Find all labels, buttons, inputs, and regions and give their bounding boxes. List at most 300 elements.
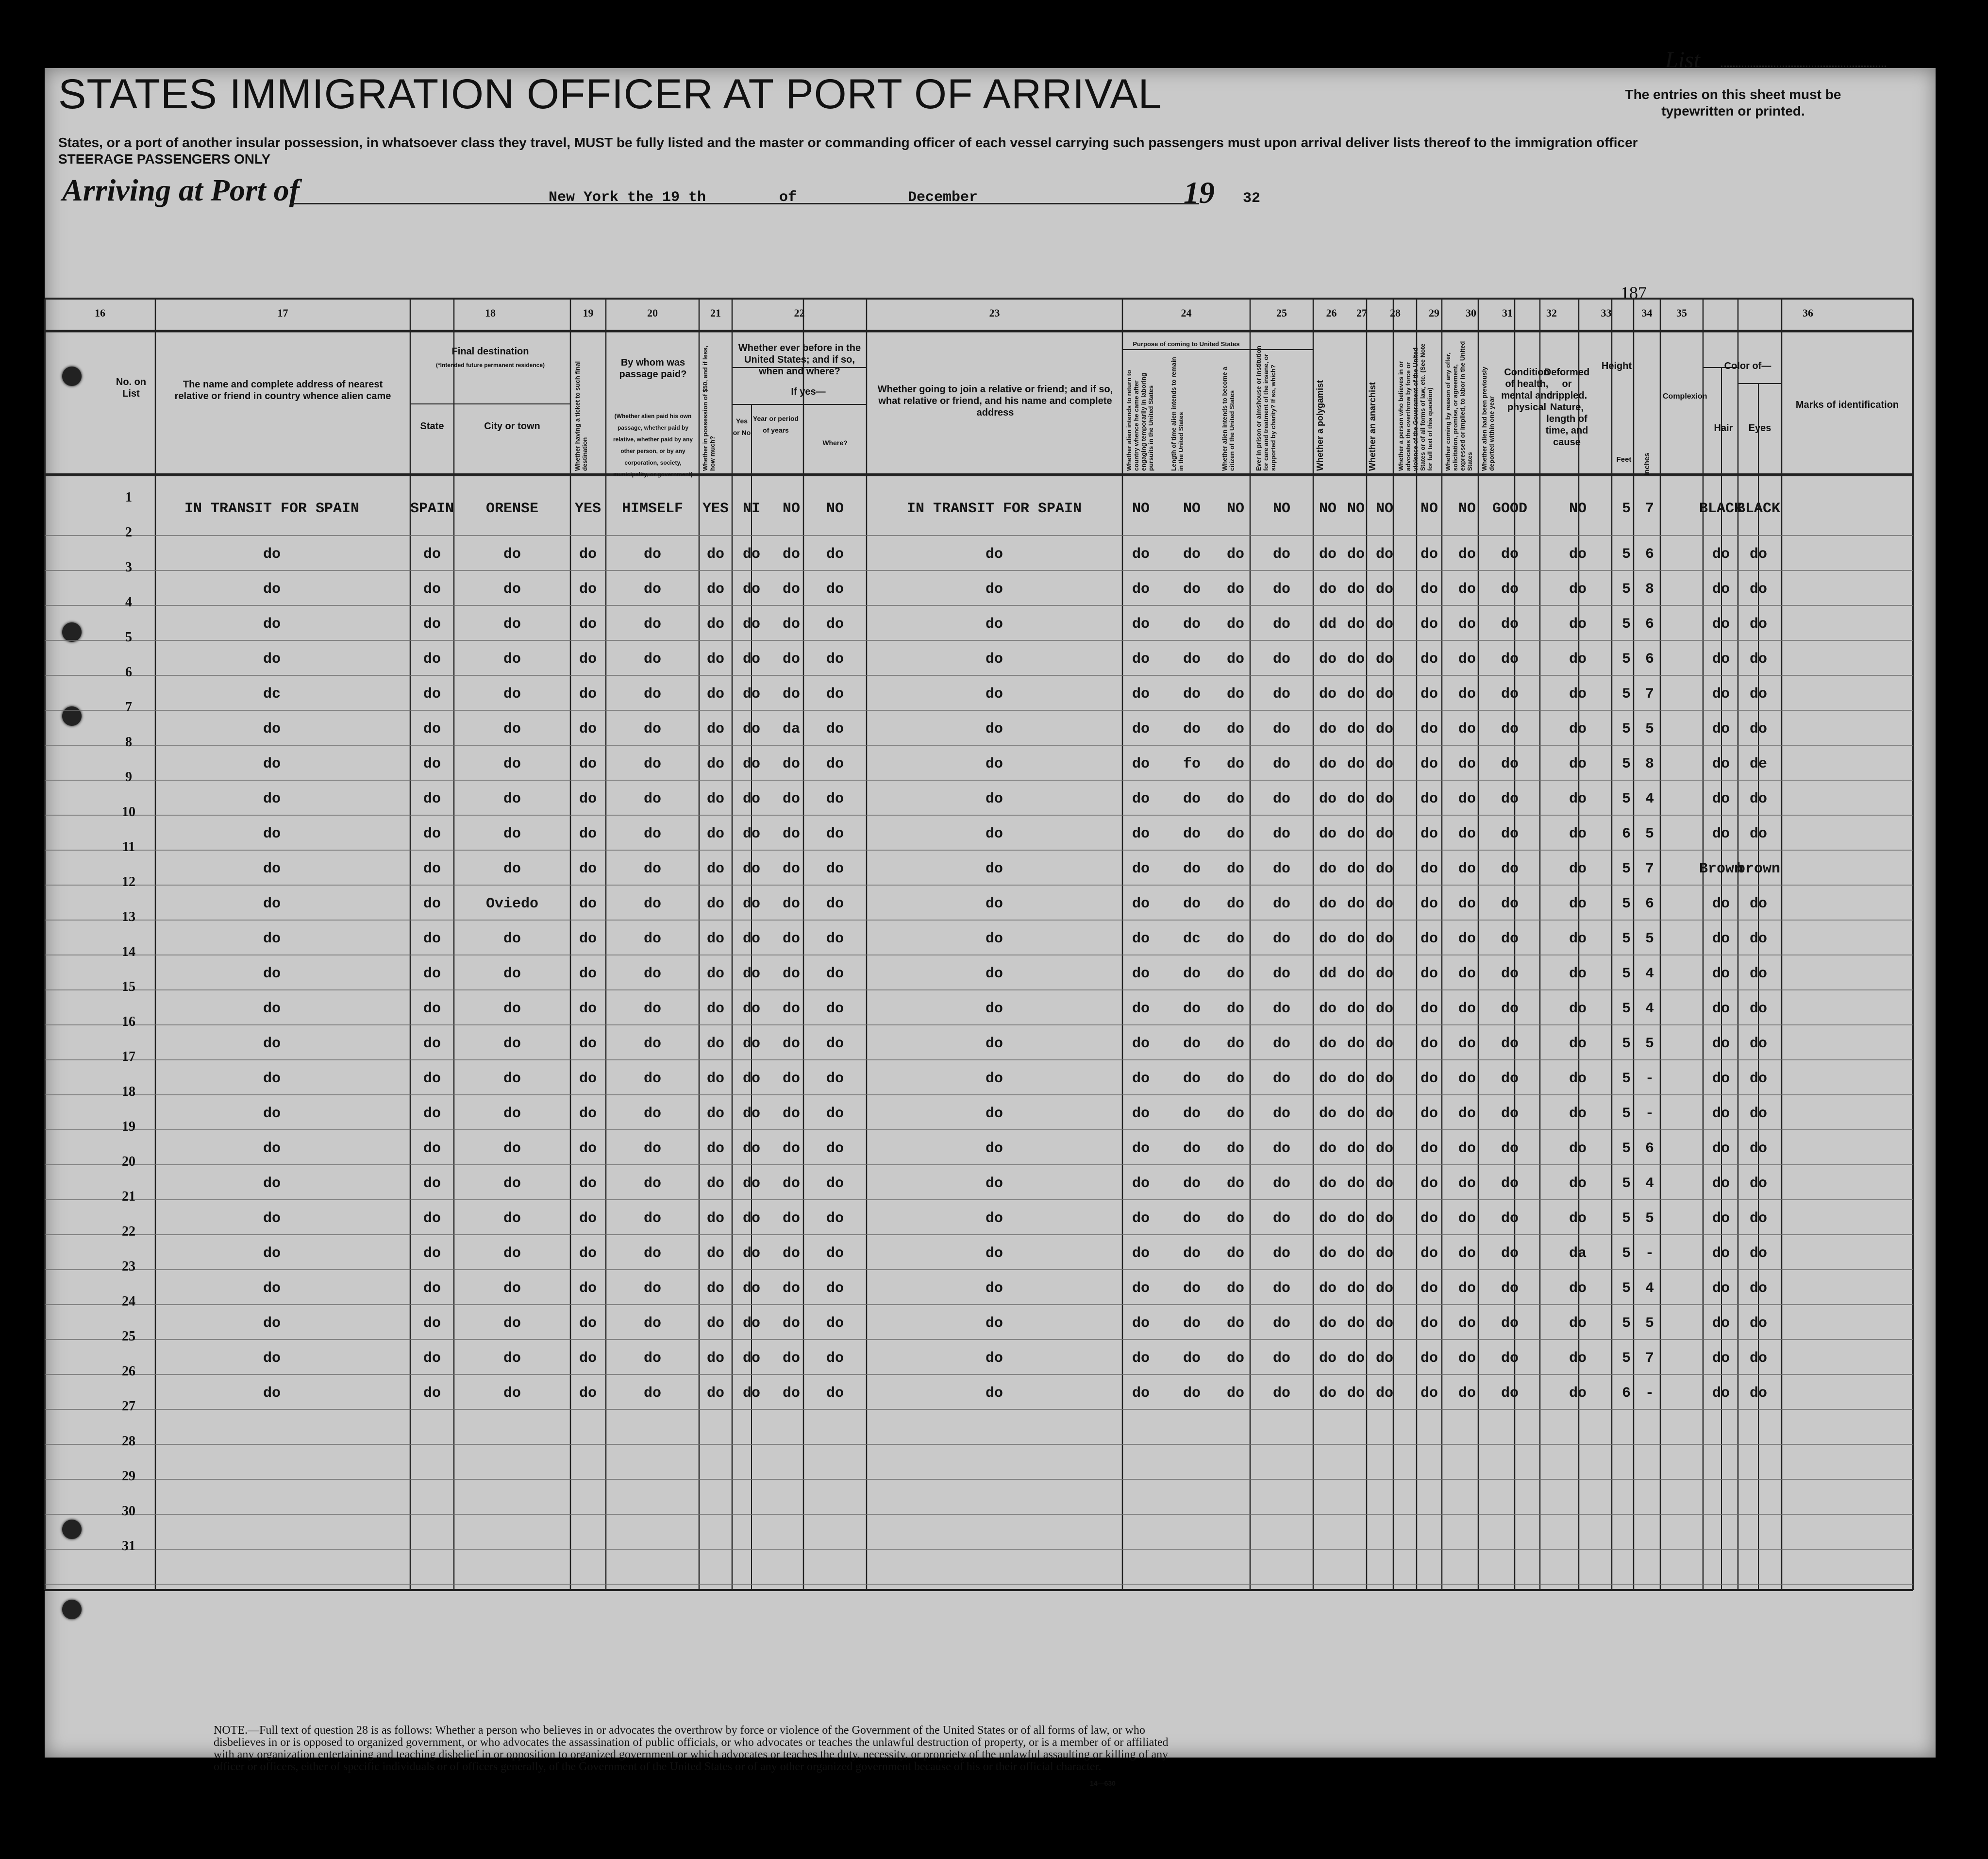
cell-eyes: do xyxy=(1749,791,1768,807)
cell-polygamist: do xyxy=(1319,721,1337,737)
col-number-24: 24 xyxy=(1181,307,1192,319)
cell-citizen-intent: do xyxy=(1226,1385,1245,1402)
cell-prison: do xyxy=(1272,1280,1291,1297)
cell-prison: do xyxy=(1272,616,1291,633)
cell-hair: do xyxy=(1712,1280,1730,1297)
cell-been-before: NI xyxy=(742,501,761,517)
cell-city: do xyxy=(503,861,521,877)
cell-where: do xyxy=(826,931,844,947)
cell-state: do xyxy=(423,791,441,807)
cell-length-stay: do xyxy=(1183,721,1201,737)
header-eyes: Eyes xyxy=(1748,423,1771,434)
cell-overthrow: do xyxy=(1375,931,1394,947)
cell-fifty-dollars: do xyxy=(706,1385,725,1402)
cell-overthrow: do xyxy=(1375,686,1394,703)
cell-inches: 5 xyxy=(1645,1036,1654,1052)
cell-deformed: do xyxy=(1569,931,1587,947)
cell-where: do xyxy=(826,826,844,842)
cell-deported: do xyxy=(1458,861,1476,877)
cell-labor-offer: do xyxy=(1420,651,1438,668)
cell-citizen-intent: do xyxy=(1226,1140,1245,1157)
cell-fifty-dollars: do xyxy=(706,966,725,982)
cell-deformed: do xyxy=(1569,1350,1587,1367)
cell-prison: NO xyxy=(1272,501,1291,517)
cell-prison: do xyxy=(1272,1350,1291,1367)
cell-deformed: do xyxy=(1569,1105,1587,1122)
cell-overthrow: do xyxy=(1375,1105,1394,1122)
cell-health: do xyxy=(1501,1245,1519,1262)
cell-feet: 5 xyxy=(1621,1036,1631,1052)
cell-year: do xyxy=(782,1280,801,1297)
col-number-20: 20 xyxy=(647,307,658,319)
cell-inches: 4 xyxy=(1645,966,1654,982)
cell-prison: do xyxy=(1272,1001,1291,1017)
cell-relative-name: do xyxy=(263,1210,281,1227)
header-color-of: Color of— xyxy=(1724,361,1771,371)
header-health: Condition of health, mental and physical xyxy=(1501,367,1553,413)
cell-eyes: do xyxy=(1749,1140,1768,1157)
cell-labor-offer: do xyxy=(1420,966,1438,982)
cell-inches: - xyxy=(1645,1245,1654,1262)
cell-polygamist: do xyxy=(1319,686,1337,703)
cell-polygamist: do xyxy=(1319,931,1337,947)
cell-return-intent: do xyxy=(1132,896,1150,912)
col-number-25: 25 xyxy=(1276,307,1287,319)
cell-anarchist: do xyxy=(1347,1105,1365,1122)
row-number: 7 xyxy=(125,700,132,715)
cell-length-stay: do xyxy=(1183,1140,1201,1157)
cell-relative-name: dc xyxy=(263,686,281,703)
header-polygamist: Whether a polygamist xyxy=(1315,380,1325,471)
cell-anarchist: do xyxy=(1347,616,1365,633)
row-number: 4 xyxy=(125,595,132,610)
header-marks: Marks of identification xyxy=(1795,400,1899,410)
cell-inches: 4 xyxy=(1645,1175,1654,1192)
cell-fifty-dollars: do xyxy=(706,1175,725,1192)
cell-fifty-dollars: do xyxy=(706,756,725,772)
cell-polygamist: do xyxy=(1319,826,1337,842)
cell-overthrow: do xyxy=(1375,861,1394,877)
cell-deformed: do xyxy=(1569,686,1587,703)
cell-fifty-dollars: do xyxy=(706,826,725,842)
cell-state: do xyxy=(423,826,441,842)
cell-hair: do xyxy=(1712,1001,1730,1017)
cell-been-before: do xyxy=(742,1001,761,1017)
cell-anarchist: do xyxy=(1347,1245,1365,1262)
cell-labor-offer: do xyxy=(1420,861,1438,877)
cell-year: do xyxy=(782,581,801,598)
col-number-35: 35 xyxy=(1676,307,1687,319)
cell-prison: do xyxy=(1272,896,1291,912)
cell-return-intent: do xyxy=(1132,546,1150,563)
cell-ticket: do xyxy=(579,1071,597,1087)
cell-year: do xyxy=(782,1315,801,1332)
cell-been-before: do xyxy=(742,1105,761,1122)
cell-passage-paid: do xyxy=(643,896,662,912)
cell-been-before: do xyxy=(742,581,761,598)
cell-joining: do xyxy=(985,896,1003,912)
cell-labor-offer: do xyxy=(1420,721,1438,737)
cell-deported: do xyxy=(1458,756,1476,772)
cell-polygamist: do xyxy=(1319,651,1337,668)
cell-city: do xyxy=(503,791,521,807)
cell-overthrow: do xyxy=(1375,826,1394,842)
cell-been-before: do xyxy=(742,546,761,563)
cell-overthrow: do xyxy=(1375,756,1394,772)
cell-return-intent: do xyxy=(1132,1175,1150,1192)
col-number-26: 26 xyxy=(1326,307,1337,319)
cell-length-stay: do xyxy=(1183,1210,1201,1227)
sheet-number: 187 xyxy=(1620,283,1647,302)
cell-hair: do xyxy=(1712,826,1730,842)
cell-polygamist: do xyxy=(1319,1210,1337,1227)
cell-been-before: do xyxy=(742,1140,761,1157)
footnote: NOTE.—Full text of question 28 is as follows: Whether a person who believes in or advocates the overthrow by force or violence of the Government of the United States or of all forms of law, or who disbelieves in or is opposed to organized government, or who advocates the assassination of public officials, or who advocates or teaches the unlawful destruction of property, or is a member of or affiliated with any organization entertaining and teaching disbelief in or opposition to organized government or which advocates or teaches the duty, necessity, or propriety of the unlawful assaulting or killing of any officer or officers, either of specific individuals or of officers generally, of the Government of the United States or of any other organized government because of his or their official character. xyxy=(214,1724,1169,1773)
cell-city: do xyxy=(503,966,521,982)
cell-passage-paid: do xyxy=(643,581,662,598)
cell-deformed: do xyxy=(1569,896,1587,912)
cell-state: do xyxy=(423,1071,441,1087)
cell-year: da xyxy=(782,721,801,737)
cell-joining: do xyxy=(985,1105,1003,1122)
cell-prison: do xyxy=(1272,791,1291,807)
cell-hair: Brown xyxy=(1699,861,1743,877)
cell-city: do xyxy=(503,1175,521,1192)
cell-anarchist: NO xyxy=(1347,501,1365,517)
cell-prison: do xyxy=(1272,686,1291,703)
cell-anarchist: do xyxy=(1347,1036,1365,1052)
cell-inches: - xyxy=(1645,1385,1654,1402)
col-number-33: 33 xyxy=(1601,307,1612,319)
cell-prison: do xyxy=(1272,861,1291,877)
row-number: 14 xyxy=(122,944,135,959)
cell-prison: do xyxy=(1272,1175,1291,1192)
cell-where: do xyxy=(826,1105,844,1122)
cell-health: do xyxy=(1501,1036,1519,1052)
cell-feet: 5 xyxy=(1621,686,1631,703)
cell-deported: do xyxy=(1458,1071,1476,1087)
cell-deformed: do xyxy=(1569,1175,1587,1192)
cell-joining: do xyxy=(985,651,1003,668)
cell-city: do xyxy=(503,616,521,633)
row-number: 21 xyxy=(122,1189,135,1204)
cell-labor-offer: do xyxy=(1420,1175,1438,1192)
cell-citizen-intent: do xyxy=(1226,686,1245,703)
cell-citizen-intent: NO xyxy=(1226,501,1245,517)
cell-length-stay: do xyxy=(1183,1245,1201,1262)
cell-health: do xyxy=(1501,791,1519,807)
cell-feet: 5 xyxy=(1621,1350,1631,1367)
cell-overthrow: do xyxy=(1375,1140,1394,1157)
cell-citizen-intent: do xyxy=(1226,1071,1245,1087)
cell-ticket: do xyxy=(579,756,597,772)
col-number-32: 32 xyxy=(1546,307,1557,319)
cell-return-intent: do xyxy=(1132,931,1150,947)
cell-citizen-intent: do xyxy=(1226,546,1245,563)
row-number: 27 xyxy=(122,1399,135,1414)
cell-state: do xyxy=(423,1036,441,1052)
cell-hair: do xyxy=(1712,581,1730,598)
cell-deported: do xyxy=(1458,1280,1476,1297)
cell-citizen-intent: do xyxy=(1226,721,1245,737)
cell-labor-offer: do xyxy=(1420,1385,1438,1402)
form-title: STATES IMMIGRATION OFFICER AT PORT OF ARRIVAL xyxy=(58,71,1162,117)
cell-passage-paid: do xyxy=(643,1245,662,1262)
cell-passage-paid: do xyxy=(643,1385,662,1402)
cell-hair: do xyxy=(1712,1071,1730,1087)
cell-city: do xyxy=(503,931,521,947)
cell-city: do xyxy=(503,1385,521,1402)
cell-fifty-dollars: do xyxy=(706,931,725,947)
cell-fifty-dollars: YES xyxy=(702,501,729,517)
cell-relative-name: do xyxy=(263,1105,281,1122)
cell-year: do xyxy=(782,616,801,633)
cell-fifty-dollars: do xyxy=(706,686,725,703)
cell-ticket: do xyxy=(579,1210,597,1227)
cell-year: do xyxy=(782,791,801,807)
cell-joining: do xyxy=(985,1036,1003,1052)
cell-city: do xyxy=(503,686,521,703)
cell-anarchist: do xyxy=(1347,756,1365,772)
cell-prison: do xyxy=(1272,826,1291,842)
cell-ticket: do xyxy=(579,721,597,737)
cell-overthrow: do xyxy=(1375,721,1394,737)
cell-labor-offer: do xyxy=(1420,546,1438,563)
cell-inches: - xyxy=(1645,1105,1654,1122)
cell-hair: do xyxy=(1712,686,1730,703)
cell-length-stay: do xyxy=(1183,791,1201,807)
cell-feet: 6 xyxy=(1621,1385,1631,1402)
cell-return-intent: do xyxy=(1132,1245,1150,1262)
cell-deported: do xyxy=(1458,686,1476,703)
cell-citizen-intent: do xyxy=(1226,1175,1245,1192)
cell-year: do xyxy=(782,1245,801,1262)
cell-health: do xyxy=(1501,896,1519,912)
header-ever-before-us: Whether ever before in the United States; and if so, when and where? xyxy=(738,343,861,377)
cell-where: do xyxy=(826,861,844,877)
cell-where: do xyxy=(826,1140,844,1157)
cell-return-intent: do xyxy=(1132,1315,1150,1332)
cell-where: do xyxy=(826,581,844,598)
cell-health: do xyxy=(1501,581,1519,598)
cell-relative-name: do xyxy=(263,721,281,737)
cell-eyes: do xyxy=(1749,581,1768,598)
cell-deformed: do xyxy=(1569,1140,1587,1157)
cell-city: do xyxy=(503,1315,521,1332)
cell-joining: do xyxy=(985,546,1003,563)
cell-deported: do xyxy=(1458,1315,1476,1332)
cell-hair: do xyxy=(1712,1140,1730,1157)
cell-deported: do xyxy=(1458,896,1476,912)
cell-been-before: do xyxy=(742,1385,761,1402)
cell-citizen-intent: do xyxy=(1226,1280,1245,1297)
col-number-31: 31 xyxy=(1502,307,1513,319)
cell-labor-offer: NO xyxy=(1420,501,1438,517)
cell-passage-paid: do xyxy=(643,1001,662,1017)
cell-joining: do xyxy=(985,1140,1003,1157)
header-state: State xyxy=(420,421,444,432)
cell-overthrow: NO xyxy=(1375,501,1394,517)
cell-inches: 5 xyxy=(1645,1210,1654,1227)
cell-return-intent: do xyxy=(1132,616,1150,633)
cell-eyes: do xyxy=(1749,826,1768,842)
cell-polygamist: do xyxy=(1319,756,1337,772)
cell-ticket: do xyxy=(579,1280,597,1297)
cell-city: do xyxy=(503,651,521,668)
cell-hair: do xyxy=(1712,966,1730,982)
cell-joining: IN TRANSIT FOR SPAIN xyxy=(906,501,1082,517)
cell-anarchist: do xyxy=(1347,1350,1365,1367)
header-ticket: Whether having a ticket to such final destination xyxy=(574,361,588,471)
header-if-yes: If yes— xyxy=(791,386,826,397)
cell-prison: do xyxy=(1272,721,1291,737)
cell-ticket: do xyxy=(579,1036,597,1052)
cell-eyes: do xyxy=(1749,721,1768,737)
row-number: 19 xyxy=(122,1119,135,1134)
cell-ticket: do xyxy=(579,1350,597,1367)
cell-polygamist: do xyxy=(1319,1071,1337,1087)
cell-anarchist: do xyxy=(1347,1175,1365,1192)
cell-hair: do xyxy=(1712,1245,1730,1262)
cell-deformed: do xyxy=(1569,651,1587,668)
cell-hair: do xyxy=(1712,651,1730,668)
cell-citizen-intent: do xyxy=(1226,1001,1245,1017)
cell-where: do xyxy=(826,1071,844,1087)
row-number: 29 xyxy=(122,1469,135,1484)
cell-relative-name: IN TRANSIT FOR SPAIN xyxy=(184,501,360,517)
cell-hair: do xyxy=(1712,616,1730,633)
col-number-34: 34 xyxy=(1641,307,1653,319)
cell-health: do xyxy=(1501,721,1519,737)
cell-length-stay: do xyxy=(1183,1036,1201,1052)
cell-deformed: do xyxy=(1569,861,1587,877)
header-overthrow: Whether a person who believes in or advocates the overthrow by force or violence of the Government of the United States or of all forms of law, etc. (See Note for full text of this question) xyxy=(1397,343,1434,471)
cell-state: do xyxy=(423,896,441,912)
cell-overthrow: do xyxy=(1375,1245,1394,1262)
row-number: 30 xyxy=(122,1504,135,1519)
cell-citizen-intent: do xyxy=(1226,1315,1245,1332)
cell-joining: do xyxy=(985,756,1003,772)
cell-passage-paid: HIMSELF xyxy=(621,501,684,517)
cell-year: do xyxy=(782,686,801,703)
cell-inches: 7 xyxy=(1645,686,1654,703)
cell-anarchist: do xyxy=(1347,931,1365,947)
cell-labor-offer: do xyxy=(1420,791,1438,807)
cell-anarchist: do xyxy=(1347,581,1365,598)
cell-labor-offer: do xyxy=(1420,616,1438,633)
cell-hair: do xyxy=(1712,896,1730,912)
cell-state: do xyxy=(423,546,441,563)
cell-deformed: do xyxy=(1569,546,1587,563)
cell-length-stay: do xyxy=(1183,651,1201,668)
row-number: 9 xyxy=(125,770,132,785)
cell-joining: do xyxy=(985,1245,1003,1262)
cell-where: do xyxy=(826,1210,844,1227)
cell-length-stay: do xyxy=(1183,826,1201,842)
row-number: 13 xyxy=(122,909,135,924)
cell-relative-name: do xyxy=(263,546,281,563)
cell-passage-paid: do xyxy=(643,546,662,563)
cell-anarchist: do xyxy=(1347,861,1365,877)
cell-citizen-intent: do xyxy=(1226,1210,1245,1227)
cell-ticket: do xyxy=(579,791,597,807)
cell-year: do xyxy=(782,546,801,563)
cell-health: do xyxy=(1501,1105,1519,1122)
cell-hair: do xyxy=(1712,1105,1730,1122)
cell-anarchist: do xyxy=(1347,826,1365,842)
cell-labor-offer: do xyxy=(1420,896,1438,912)
cell-state: do xyxy=(423,1385,441,1402)
header-inches: Inches xyxy=(1643,452,1651,476)
col-number-29: 29 xyxy=(1429,307,1439,319)
cell-length-stay: do xyxy=(1183,966,1201,982)
cell-deported: do xyxy=(1458,1245,1476,1262)
cell-overthrow: do xyxy=(1375,651,1394,668)
cell-feet: 5 xyxy=(1621,1280,1631,1297)
cell-been-before: do xyxy=(742,686,761,703)
cell-joining: do xyxy=(985,1210,1003,1227)
cell-health: do xyxy=(1501,966,1519,982)
cell-deformed: do xyxy=(1569,966,1587,982)
cell-relative-name: do xyxy=(263,1175,281,1192)
cell-overthrow: do xyxy=(1375,1175,1394,1192)
cell-passage-paid: do xyxy=(643,651,662,668)
of-label: of xyxy=(779,189,797,206)
cell-passage-paid: do xyxy=(643,1036,662,1052)
cell-health: do xyxy=(1501,1175,1519,1192)
cell-feet: 5 xyxy=(1621,721,1631,737)
cell-year: do xyxy=(782,1350,801,1367)
cell-labor-offer: do xyxy=(1420,1280,1438,1297)
cell-year: do xyxy=(782,1105,801,1122)
cell-anarchist: do xyxy=(1347,791,1365,807)
cell-polygamist: do xyxy=(1319,1105,1337,1122)
cell-anarchist: do xyxy=(1347,1210,1365,1227)
cell-hair: do xyxy=(1712,756,1730,772)
cell-inches: 6 xyxy=(1645,546,1654,563)
cell-eyes: do xyxy=(1749,1245,1768,1262)
cell-deported: do xyxy=(1458,1385,1476,1402)
row-number: 25 xyxy=(122,1329,135,1344)
header-no-on-list: No. on List xyxy=(116,377,147,399)
cell-citizen-intent: do xyxy=(1226,651,1245,668)
header-final-destination-note: (*Intended future permanent residence) xyxy=(435,362,545,368)
cell-year: do xyxy=(782,756,801,772)
cell-joining: do xyxy=(985,861,1003,877)
cell-joining: do xyxy=(985,1071,1003,1087)
cell-prison: do xyxy=(1272,966,1291,982)
cell-ticket: do xyxy=(579,1385,597,1402)
list-label: List xyxy=(1665,47,1701,73)
cell-state: do xyxy=(423,686,441,703)
cell-feet: 5 xyxy=(1621,651,1631,668)
cell-polygamist: do xyxy=(1319,1385,1337,1402)
cell-been-before: do xyxy=(742,1071,761,1087)
cell-fifty-dollars: do xyxy=(706,1245,725,1262)
cell-deformed: do xyxy=(1569,581,1587,598)
cell-year: do xyxy=(782,966,801,982)
cell-feet: 5 xyxy=(1621,791,1631,807)
cell-fifty-dollars: do xyxy=(706,546,725,563)
cell-inches: 5 xyxy=(1645,826,1654,842)
cell-overthrow: do xyxy=(1375,581,1394,598)
cell-return-intent: do xyxy=(1132,686,1150,703)
month-value: December xyxy=(908,189,978,206)
cell-ticket: do xyxy=(579,1315,597,1332)
cell-fifty-dollars: do xyxy=(706,616,725,633)
cell-city: do xyxy=(503,826,521,842)
cell-deformed: do xyxy=(1569,1001,1587,1017)
